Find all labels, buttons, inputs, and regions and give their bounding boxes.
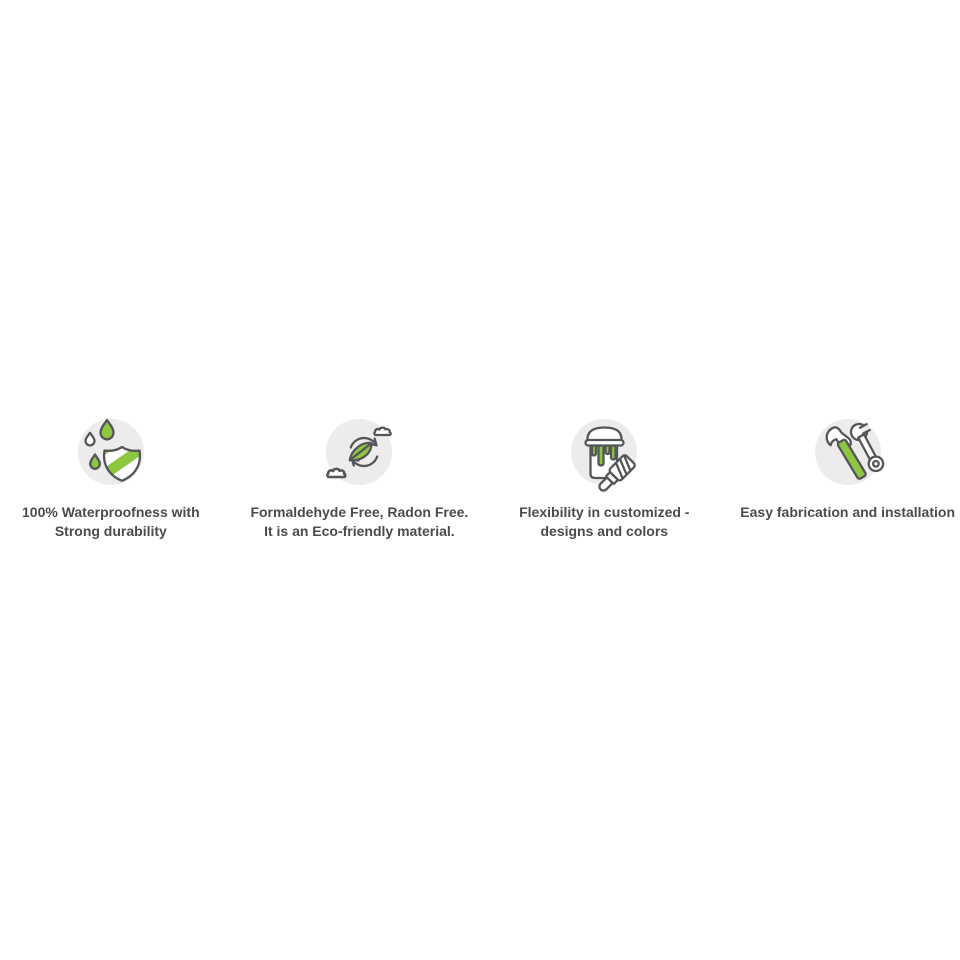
feature-custom-designs (519, 407, 689, 541)
feature-caption-line2: Strong durability (54, 523, 167, 539)
waterproof-shield-icon (66, 407, 156, 497)
feature-caption-line2: It is an Eco-friendly material. (264, 523, 455, 539)
feature-caption-line1: Formaldehyde Free, Radon Free. (250, 504, 469, 520)
feature-caption (740, 503, 955, 522)
feature-caption-line1: Flexibility in customized - (519, 504, 690, 520)
feature-eco-friendly (250, 407, 468, 541)
features-row (0, 407, 960, 541)
eco-recycle-leaf-icon (314, 407, 404, 497)
feature-caption-line1: Easy fabrication and installation (740, 504, 955, 520)
feature-caption-line2: designs and colors (540, 523, 669, 539)
feature-caption-line1: 100% Waterproofness with (22, 504, 200, 520)
feature-caption (22, 503, 200, 541)
feature-caption (250, 503, 468, 541)
feature-easy-installation (740, 407, 955, 522)
paint-bucket-brush-icon (559, 407, 649, 497)
feature-waterproofness (22, 407, 200, 541)
feature-caption (519, 503, 689, 541)
hammer-wrench-icon (803, 407, 893, 497)
